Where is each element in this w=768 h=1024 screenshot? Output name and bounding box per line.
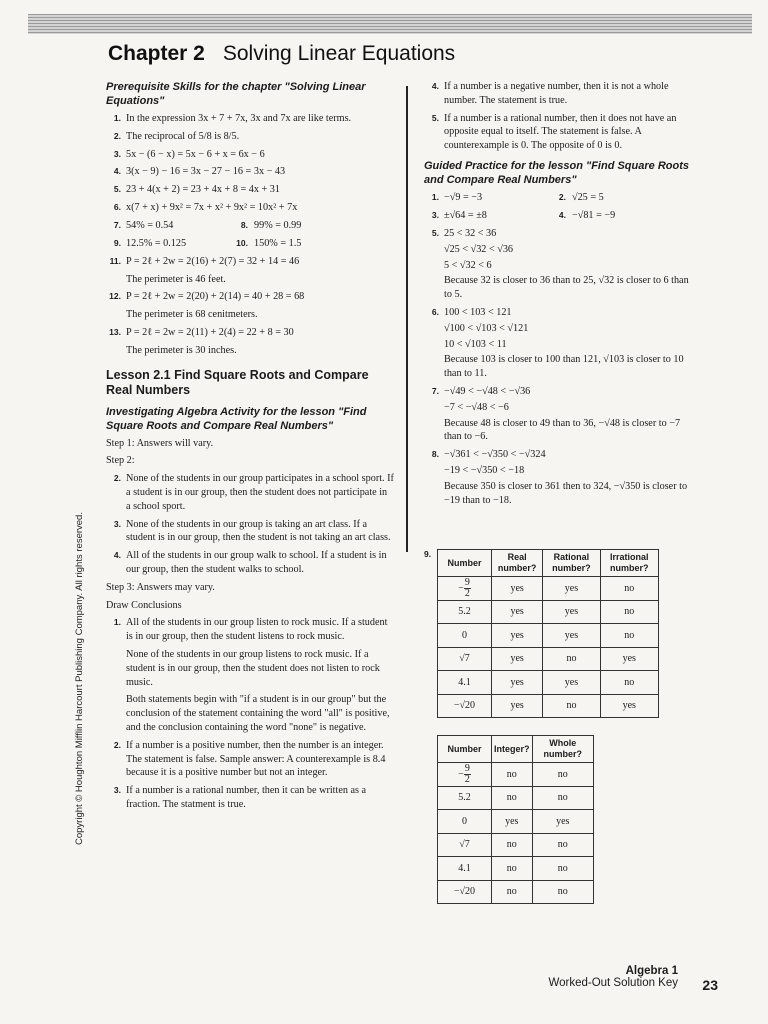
table-cell: no (543, 694, 600, 718)
right-column (424, 80, 696, 511)
footer-book: Worked-Out Solution Key (548, 977, 678, 989)
list-item-line: √25 < √32 < √36 (444, 243, 514, 255)
list-item-note: Because 48 is closer to 49 than to 36, −√48 is closer to −7 than to −6. (444, 417, 681, 443)
list-item: 4. 3(x − 9) − 16 = 3x − 27 − 16 = 3x − 43 (113, 166, 286, 178)
column-divider (406, 86, 408, 552)
prereq-heading: Prerequisite Skills for the chapter "Solving Linear Equations" (106, 81, 366, 107)
list-item: 4. All of the students in our group walk to school. If a student is in our group, then the student walks to school. (113, 550, 387, 575)
step-1: Step 1: Answers will vary. (106, 437, 214, 449)
table-cell: no (532, 857, 593, 881)
header-rule (28, 14, 752, 34)
list-item: 3. None of the students in our group is taking an art class. If a student is in our group, then the student is not taking an art class. (113, 518, 391, 544)
table-cell: no (492, 857, 533, 881)
table-header: Real number? (492, 550, 543, 577)
table-row (438, 600, 659, 624)
table-cell: no (600, 600, 658, 624)
table-cell: 4.1 (438, 857, 492, 881)
table-cell: no (532, 763, 593, 787)
list-item-pair: 1. −√9 = −3 2. √25 = 5 (431, 191, 604, 203)
number-classification-table (437, 549, 659, 718)
list-item-line: −19 < −√350 < −18 (444, 464, 525, 476)
table-cell: 5.2 (438, 600, 492, 624)
list-item-note: Both statements begin with "if a student is in our group" but the conclusion of the statement containing the word "all" is positive, and the conclusion containing the word "none" is negative. (126, 694, 390, 733)
table-header: Rational number? (543, 550, 600, 577)
list-item: 13. P = 2ℓ = 2w = 2(11) + 2(4) = 22 + 8 = 30 (109, 326, 294, 338)
table-cell: no (492, 880, 533, 904)
table-header: Integer? (492, 736, 533, 763)
table-cell: no (532, 880, 593, 904)
list-item-pair: 9. 12.5% = 0.125 10. 150% = 1.5 (113, 237, 302, 249)
list-item: 2. The reciprocal of 5/8 is 8/5. (113, 130, 240, 142)
list-item-note: Because 103 is closer to 100 than 121, √103 is closer to 10 than to 11. (444, 354, 684, 380)
list-item-note: The perimeter is 46 feet. (126, 273, 226, 285)
item-9-number: 9. (424, 549, 432, 559)
table-cell: yes (492, 600, 543, 624)
draw-conclusions: Draw Conclusions (106, 599, 182, 611)
list-item: 1. All of the students in our group listen to rock music. If a student is in our group, then the student listens to rock music. (113, 617, 388, 643)
table-cell: 0 (438, 810, 492, 834)
table-cell: yes (600, 647, 658, 671)
page-number: 23 (702, 977, 718, 993)
list-item: 8. −√361 < −√350 < −√324 (431, 449, 546, 461)
table-cell: yes (600, 694, 658, 718)
table-row (438, 880, 594, 904)
list-item-note: Because 350 is closer to 361 then to 324, −√350 is closer to −19 than to −18. (444, 480, 688, 506)
guided-practice-heading: Guided Practice for the lesson "Find Square Roots and Compare Real Numbers" (424, 159, 689, 186)
table-cell: yes (543, 624, 600, 648)
table-cell: 0 (438, 624, 492, 648)
list-item: 5. 23 + 4(x + 2) = 23 + 4x + 8 = 4x + 31 (113, 184, 280, 196)
table-cell: yes (543, 577, 600, 601)
table-cell: yes (492, 647, 543, 671)
list-item-note: The perimeter is 30 inches. (126, 344, 237, 356)
table-cell: no (492, 833, 533, 857)
list-item: 2. If a number is a positive number, then the number is an integer. The statement is false. Sample answer: A counterexample is 8.4 because it is a positive number but not an integer. (113, 739, 386, 779)
list-item-note: None of the students in our group listens to rock music. If a student is in our group, then the student does not listen to rock music. (126, 648, 380, 688)
list-item: 5. If a number is a rational number, then it does not have an opposite equal to itself. The statement is false. A counterexample is 0. The opposite of 0 is 0. (431, 112, 677, 152)
list-item-line: 5 < √32 < 6 (444, 259, 492, 271)
table-header-row (438, 550, 659, 577)
table-row (438, 577, 659, 601)
table-cell: yes (492, 624, 543, 648)
list-item: 11. P = 2ℓ + 2w = 2(16) + 2(7) = 32 + 14 = 46 (109, 255, 300, 267)
list-item-line: √100 < √103 < √121 (444, 322, 529, 334)
table-cell: yes (543, 671, 600, 695)
table-row (438, 624, 659, 648)
list-item: 4. If a number is a negative number, then it is not a whole number. The statement is true. (431, 81, 669, 106)
table-cell: no (492, 786, 533, 810)
table-cell: −√20 (438, 694, 492, 718)
table-cell: no (532, 786, 593, 810)
list-item: 2. None of the students in our group participates in a school sport. If a student is in our group, then the student does not participate in a school sport. (113, 473, 394, 512)
fraction: $\frac{9}{2}$ (464, 762, 470, 785)
page-footer (548, 965, 718, 993)
list-item-pair: 3. ±√64 = ±8 4. −√81 = −9 (431, 209, 616, 221)
table-cell: yes (492, 694, 543, 718)
table-cell: no (543, 647, 600, 671)
list-item-note: The perimeter is 68 cenitmeters. (126, 309, 258, 321)
table-row (438, 786, 594, 810)
list-item: 5. 25 < 32 < 36 (431, 227, 497, 239)
table-row (438, 810, 594, 834)
table-cell: √7 (438, 833, 492, 857)
list-item: 3. If a number is a rational number, then it can be written as a fraction. The statment is true. (113, 785, 367, 810)
table-cell: no (600, 577, 658, 601)
list-item-pair: 7. 54% = 0.54 8. 99% = 0.99 (113, 219, 302, 231)
step-2: Step 2: (106, 455, 135, 467)
table-header-row (438, 736, 594, 763)
list-item-line: 10 < √103 < 11 (444, 338, 507, 350)
table-cell: yes (492, 810, 533, 834)
list-item: 3. 5x − (6 − x) = 5x − 6 + x = 6x − 6 (113, 148, 265, 160)
table-cell: no (600, 671, 658, 695)
table-header: Number (438, 550, 492, 577)
list-item: 12. P = 2ℓ + 2w = 2(20) + 2(14) = 40 + 28 = 68 (109, 291, 305, 303)
table-cell: −√20 (438, 880, 492, 904)
table-cell: no (532, 833, 593, 857)
activity-heading: Investigating Algebra Activity for the lesson "Find Square Roots and Compare Real Numbers" (106, 405, 367, 432)
table-header: Number (438, 736, 492, 763)
list-item: 7. −√49 < −√48 < −√36 (431, 385, 531, 397)
lesson-heading: Lesson 2.1 Find Square Roots and Compare Real Numbers (106, 367, 369, 397)
table-cell: 4.1 (438, 671, 492, 695)
table-cell: no (600, 624, 658, 648)
table-cell: 5.2 (438, 786, 492, 810)
table-row (438, 671, 659, 695)
table-cell: no (492, 763, 533, 787)
table-cell: yes (492, 671, 543, 695)
table-cell-fraction: − $\frac{9}{2}$ (438, 763, 492, 787)
fraction: $\frac{9}{2}$ (464, 576, 470, 599)
list-item: 6. x(7 + x) + 9x² = 7x + x² + 9x² = 10x² + 7x (113, 201, 298, 213)
left-column (106, 80, 394, 816)
table-cell: yes (492, 577, 543, 601)
list-item: 6. 100 < 103 < 121 (431, 306, 512, 318)
copyright-notice: Copyright © Houghton Mifflin Harcourt Publishing Company. All rights reserved. (74, 512, 85, 845)
chapter-name: Solving Linear Equations (222, 42, 456, 65)
step-3: Step 3: Answers may vary. (106, 581, 215, 593)
list-item-line: −7 < −√48 < −6 (444, 401, 509, 413)
table-header: Whole number? (532, 736, 593, 763)
table-cell-fraction: − $\frac{9}{2}$ (438, 577, 492, 601)
table-header: Irrational number? (600, 550, 658, 577)
table-cell: yes (532, 810, 593, 834)
table-row (438, 833, 594, 857)
chapter-title (108, 42, 455, 66)
table-cell: yes (543, 600, 600, 624)
chapter-label: Chapter 2 (108, 42, 205, 65)
table-row (438, 857, 594, 881)
list-item: 1. In the expression 3x + 7 + 7x, 3x and 7x are like terms. (113, 113, 352, 124)
table-row (438, 694, 659, 718)
list-item-note: Because 32 is closer to 36 than to 25, √32 is closer to 6 than to 5. (444, 275, 689, 301)
footer-course: Algebra 1 (625, 965, 678, 977)
table-row (438, 763, 594, 787)
table-cell: √7 (438, 647, 492, 671)
integer-classification-table (437, 735, 594, 904)
table-row (438, 647, 659, 671)
